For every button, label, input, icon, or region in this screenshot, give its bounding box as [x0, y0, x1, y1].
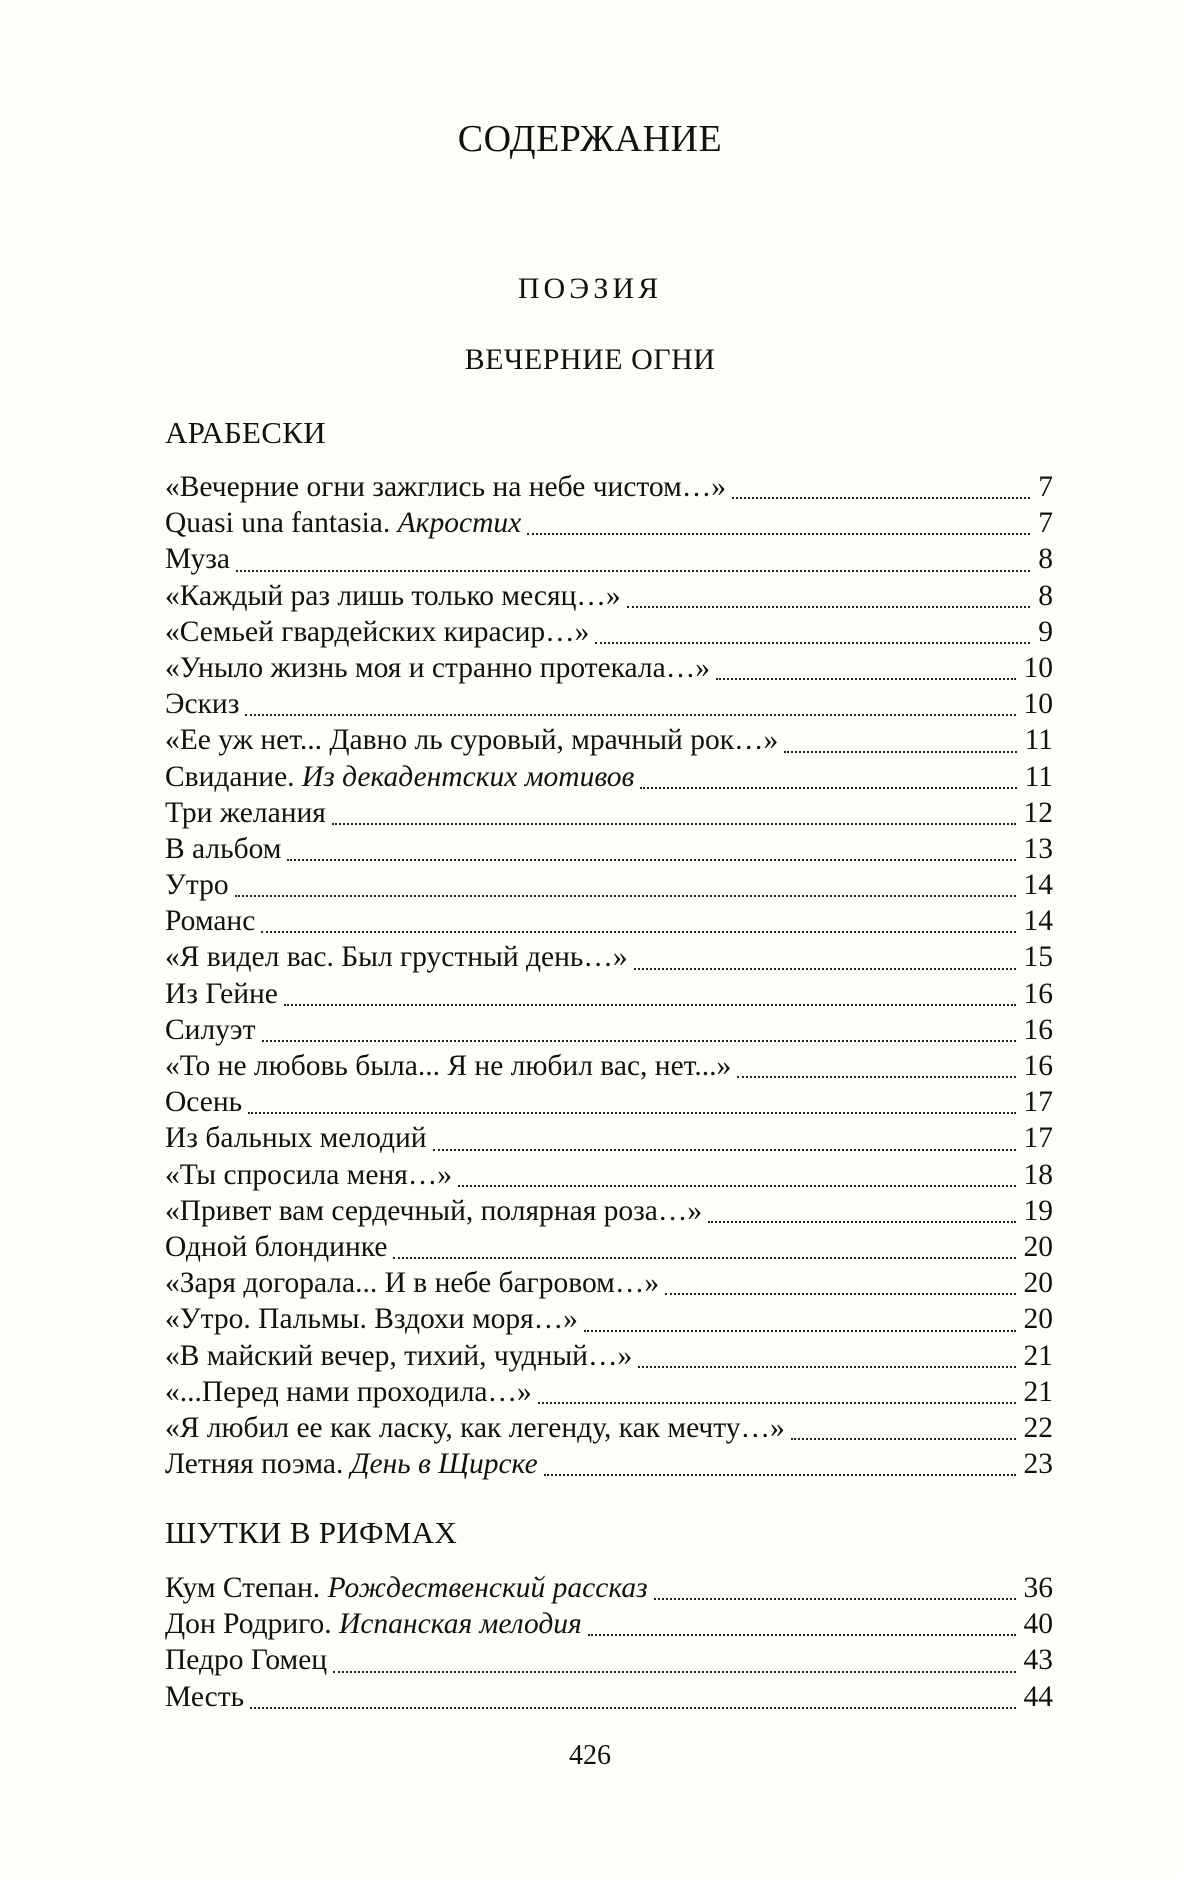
toc-entry-page: 8 — [1038, 543, 1053, 576]
toc-entry-title — [165, 833, 287, 866]
toc-entry-page: 7 — [1038, 507, 1053, 540]
toc-entry-title-text: «Я любил ее как ласку, как легенду, как мечту…» — [165, 1411, 785, 1444]
toc-entry-title-text: Педро Гомец — [165, 1644, 328, 1677]
toc-list-shutki — [165, 1572, 1053, 1717]
toc-entry — [165, 869, 1053, 905]
toc-entry-title — [165, 1412, 791, 1445]
toc-entry-page: 16 — [1023, 1050, 1053, 1082]
toc-entry-title-text: «Привет вам сердечный, полярная роза…» — [165, 1194, 703, 1227]
toc-entry — [165, 471, 1053, 507]
toc-entry — [165, 1086, 1053, 1122]
toc-entry — [165, 543, 1053, 579]
toc-entry-title-text: «Каждый раз лишь только месяц…» — [165, 579, 621, 612]
dot-leader — [588, 1608, 1016, 1638]
toc-entry-page: 11 — [1024, 760, 1053, 793]
toc-entry — [165, 797, 1053, 833]
toc-entry-title — [165, 1303, 584, 1336]
toc-entry — [165, 978, 1053, 1014]
toc-entry-title-text: Из бальных мелодий — [165, 1122, 427, 1155]
toc-entry — [165, 580, 1053, 616]
dot-leader — [235, 869, 1016, 899]
dot-leader — [261, 905, 1015, 935]
toc-entry-page: 17 — [1023, 1122, 1053, 1155]
section-heading-arabeski: АРАБЕСКИ — [165, 415, 326, 450]
toc-entry-title — [165, 724, 784, 757]
toc-entry-title — [165, 1122, 433, 1155]
toc-entry-title — [165, 1159, 458, 1192]
toc-entry-title — [165, 471, 732, 504]
toc-entry-subtitle: День в Щирске — [350, 1448, 538, 1481]
toc-entry-title-text: «Уныло жизнь моя и странно протекала…» — [165, 651, 710, 684]
toc-entry — [165, 724, 1053, 760]
toc-entry-title-text: Эскиз — [165, 688, 240, 721]
dot-leader — [638, 1340, 1015, 1370]
toc-entry-page: 7 — [1038, 471, 1053, 503]
toc-entry-title — [165, 1681, 250, 1714]
toc-entry-title-text: «Ее уж нет... Давно ль суровый, мрачный рок…» — [165, 724, 779, 757]
toc-entry — [165, 1681, 1053, 1717]
toc-entry — [165, 1448, 1053, 1484]
dot-leader — [284, 978, 1016, 1008]
toc-entry-title — [165, 797, 332, 830]
toc-entry-title — [165, 1448, 544, 1481]
toc-entry-page: 14 — [1023, 869, 1053, 902]
dot-leader — [665, 1267, 1015, 1297]
toc-entry — [165, 1572, 1053, 1608]
toc-entry-page: 12 — [1023, 796, 1053, 829]
toc-entry-title-text: Три желания — [165, 796, 326, 829]
toc-entry — [165, 507, 1053, 543]
toc-entry-page: 10 — [1023, 688, 1053, 721]
toc-entry-page: 21 — [1023, 1339, 1053, 1372]
dot-leader — [236, 544, 1030, 574]
part-heading: ПОЭЗИЯ — [517, 272, 663, 305]
toc-entry — [165, 688, 1053, 724]
toc-entry — [165, 652, 1053, 688]
toc-entry-title-text: Дон Родриго. — [165, 1608, 332, 1641]
toc-entry-title-text: «Утро. Пальмы. Вздохи моря…» — [165, 1303, 578, 1336]
dot-leader — [708, 1195, 1015, 1225]
toc-entry-title — [165, 1644, 333, 1677]
toc-entry-title-text: Из Гейне — [165, 977, 278, 1010]
toc-entry-page: 18 — [1023, 1158, 1053, 1191]
toc-entry-page: 23 — [1023, 1448, 1053, 1481]
toc-entry-title-text: «Ты спросила меня…» — [165, 1158, 453, 1191]
toc-entry-page: 16 — [1023, 1013, 1053, 1046]
toc-entry-subtitle: Из декадентских мотивов — [301, 760, 635, 793]
toc-entry-title-text: Летняя поэма. — [165, 1448, 344, 1481]
toc-entry-page: 14 — [1023, 905, 1053, 938]
toc-entry — [165, 1195, 1053, 1231]
toc-entry-page: 11 — [1024, 724, 1053, 757]
toc-entry-title-text: «Заря догорала... И в небе багровом…» — [165, 1267, 660, 1300]
dot-leader — [716, 652, 1016, 682]
toc-entry-title — [165, 1267, 665, 1300]
toc-entry-title — [165, 507, 527, 540]
toc-entry-title-text: Романс — [165, 905, 256, 938]
dot-leader — [791, 1412, 1016, 1442]
toc-entry-page: 8 — [1038, 579, 1053, 612]
toc-entry-page: 20 — [1023, 1303, 1053, 1336]
toc-entry-title-text: Утро — [165, 869, 229, 902]
toc-entry-page: 19 — [1023, 1194, 1053, 1227]
dot-leader — [784, 725, 1016, 755]
toc-entry-title-text: Силуэт — [165, 1013, 256, 1046]
dot-leader — [332, 797, 1016, 827]
toc-entry — [165, 1159, 1053, 1195]
toc-entry — [165, 761, 1053, 797]
toc-entry-title-text: «...Перед нами проходила…» — [165, 1375, 532, 1408]
toc-entry-title-text: «Семьей гвардейских кирасир…» — [165, 615, 590, 648]
toc-entry-title — [165, 1231, 393, 1264]
toc-entry — [165, 616, 1053, 652]
toc-entry — [165, 1340, 1053, 1376]
dot-leader — [654, 1572, 1016, 1602]
toc-entry-title — [165, 1050, 737, 1083]
toc-entry-title — [165, 616, 595, 649]
toc-entry-page: 44 — [1023, 1680, 1053, 1713]
toc-entry-page: 20 — [1023, 1230, 1053, 1263]
dot-leader — [250, 1681, 1015, 1711]
toc-entry-title — [165, 1014, 262, 1047]
dot-leader — [333, 1645, 1015, 1675]
toc-entry — [165, 1014, 1053, 1050]
toc-entry — [165, 1122, 1053, 1158]
toc-entry-title — [165, 1608, 588, 1641]
toc-entry-title-text: Осень — [165, 1086, 243, 1119]
toc-entry-subtitle: Акростих — [397, 507, 522, 540]
toc-entry-subtitle: Рождественский рассказ — [327, 1572, 648, 1604]
toc-entry-page: 13 — [1023, 832, 1053, 865]
toc-entry-page: 40 — [1023, 1608, 1053, 1641]
toc-entry-title-text: Кум Степан. — [165, 1572, 321, 1604]
page-title: СОДЕРЖАНИЕ — [457, 118, 723, 160]
toc-entry-title — [165, 1340, 638, 1373]
toc-entry — [165, 1303, 1053, 1339]
dot-leader — [584, 1304, 1016, 1334]
dot-leader — [245, 688, 1015, 718]
dot-leader — [262, 1014, 1016, 1044]
section-heading-shutki: ШУТКИ В РИФМАХ — [165, 1515, 458, 1550]
toc-entry-title — [165, 688, 245, 721]
toc-entry — [165, 833, 1053, 869]
toc-entry-page: 17 — [1023, 1086, 1053, 1119]
toc-entry — [165, 1231, 1053, 1267]
dot-leader — [458, 1159, 1015, 1189]
dot-leader — [627, 580, 1031, 610]
dot-leader — [640, 761, 1016, 791]
dot-leader — [248, 1086, 1015, 1116]
toc-entry-title — [165, 978, 284, 1011]
dot-leader — [732, 471, 1030, 501]
dot-leader — [393, 1231, 1015, 1261]
toc-entry — [165, 1412, 1053, 1448]
toc-entry — [165, 1644, 1053, 1680]
toc-entry-title — [165, 1086, 248, 1119]
toc-entry-page: 20 — [1023, 1267, 1053, 1300]
toc-entry — [165, 1050, 1053, 1086]
toc-entry — [165, 1608, 1053, 1644]
dot-leader — [544, 1448, 1016, 1478]
toc-entry-page: 21 — [1023, 1375, 1053, 1408]
toc-entry-page: 15 — [1023, 941, 1053, 974]
toc-entry-title — [165, 1376, 538, 1409]
dot-leader — [287, 833, 1015, 863]
dot-leader — [433, 1123, 1016, 1153]
toc-entry-title-text: В альбом — [165, 832, 282, 865]
toc-entry — [165, 941, 1053, 977]
dot-leader — [527, 507, 1030, 537]
book-heading: ВЕЧЕРНИЕ ОГНИ — [464, 343, 716, 376]
toc-entry-title-text: Одной блондинке — [165, 1230, 388, 1263]
toc-entry-page: 16 — [1023, 977, 1053, 1010]
toc-entry-title — [165, 869, 235, 902]
toc-entry-title — [165, 941, 634, 974]
toc-entry-page: 36 — [1023, 1572, 1053, 1604]
toc-entry-page: 9 — [1038, 615, 1053, 648]
toc-entry-title — [165, 905, 261, 938]
toc-entry-title-text: «Вечерние огни зажглись на небе чистом…» — [165, 471, 727, 503]
toc-entry-title-text: Свидание. — [165, 760, 295, 793]
toc-entry-title — [165, 1572, 654, 1605]
toc-entry-title-text: «В майский вечер, тихий, чудный…» — [165, 1339, 633, 1372]
toc-entry-title — [165, 652, 716, 685]
toc-entry — [165, 1267, 1053, 1303]
toc-entry-title — [165, 580, 627, 613]
toc-entry-page: 22 — [1023, 1411, 1053, 1444]
dot-leader — [737, 1050, 1015, 1080]
toc-entry-title — [165, 761, 640, 794]
toc-entry-title — [165, 543, 236, 576]
page-number: 426 — [569, 1740, 611, 1771]
toc-entry-page: 43 — [1023, 1644, 1053, 1677]
dot-leader — [634, 942, 1016, 972]
dot-leader — [595, 616, 1030, 646]
toc-entry-title-text: Месть — [165, 1680, 245, 1713]
toc-entry-title-text: Quasi una fantasia. — [165, 507, 391, 540]
toc-entry-page: 10 — [1023, 651, 1053, 684]
toc-entry-title-text: «Я видел вас. Был грустный день…» — [165, 941, 628, 974]
toc-entry-title-text: «То не любовь была... Я не любил вас, нет...» — [165, 1050, 732, 1082]
toc-entry-title-text: Муза — [165, 543, 230, 576]
toc-entry — [165, 905, 1053, 941]
toc-list-arabeski — [165, 471, 1053, 1484]
toc-entry — [165, 1376, 1053, 1412]
toc-entry-title — [165, 1195, 708, 1228]
toc-entry-subtitle: Испанская мелодия — [339, 1608, 582, 1641]
dot-leader — [538, 1376, 1016, 1406]
